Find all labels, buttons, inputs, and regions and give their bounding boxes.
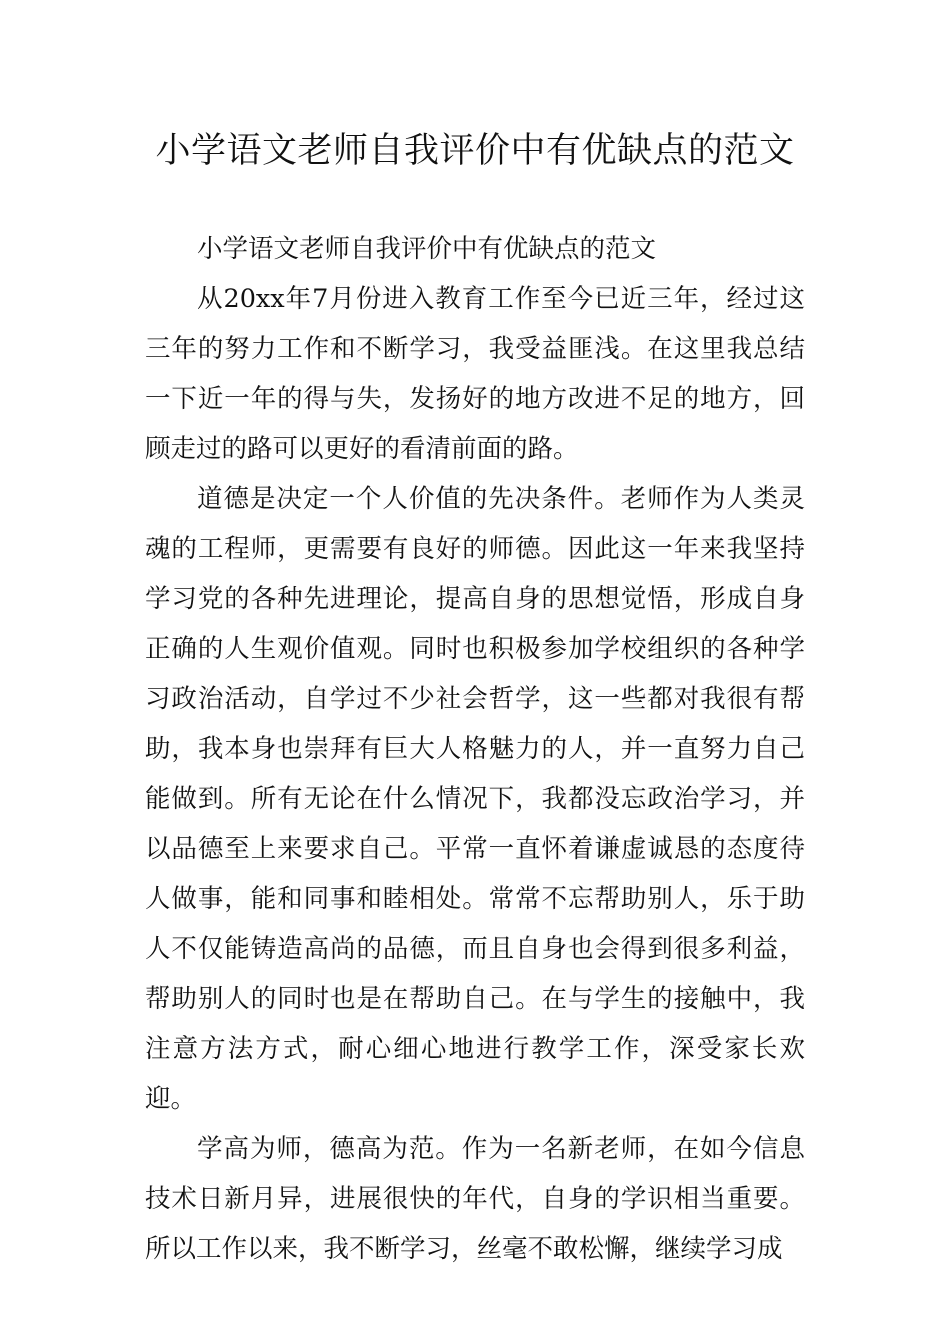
paragraph-learning: 学高为师，德高为范。作为一名新老师，在如今信息技术日新月异，进展很快的年代，自身的学识相当重要。所以工作以来，我不断学习，丝毫不敢松懈，继续学习成 <box>145 1134 805 1264</box>
document-title: 小学语文老师自我评价中有优缺点的范文 <box>155 131 795 171</box>
paragraph-intro: 从20xx年7月份进入教育工作至今已近三年，经过这三年的努力工作和不断学习，我受益匪浅。在这里我总结一下近一年的得与失，发扬好的地方改进不足的地方，回顾走过的路可以更好的看清前面的路。 <box>145 284 805 464</box>
document-body <box>145 224 805 1274</box>
paragraph-subtitle: 小学语文老师自我评价中有优缺点的范文 <box>197 234 657 264</box>
paragraph-morality: 道德是决定一个人价值的先决条件。老师作为人类灵魂的工程师，更需要有良好的师德。因此这一年来我坚持学习党的各种先进理论，提高自身的思想觉悟，形成自身正确的人生观价值观。同时也积极参加学校组织的各种学习政治活动，自学过不少社会哲学，这一些都对我很有帮助，我本身也崇拜有巨大人格魅力的人，并一直努力自己能做到。所有无论在什么情况下，我都没忘政治学习，并以品德至上来要求自己。平常一直怀着谦虚诚恳的态度待人做事，能和同事和睦相处。常常不忘帮助别人，乐于助人不仅能铸造高尚的品德，而且自身也会得到很多利益，帮助别人的同时也是在帮助自己。在与学生的接触中，我注意方法方式，耐心细心地进行教学工作，深受家长欢迎。 <box>145 484 805 1114</box>
